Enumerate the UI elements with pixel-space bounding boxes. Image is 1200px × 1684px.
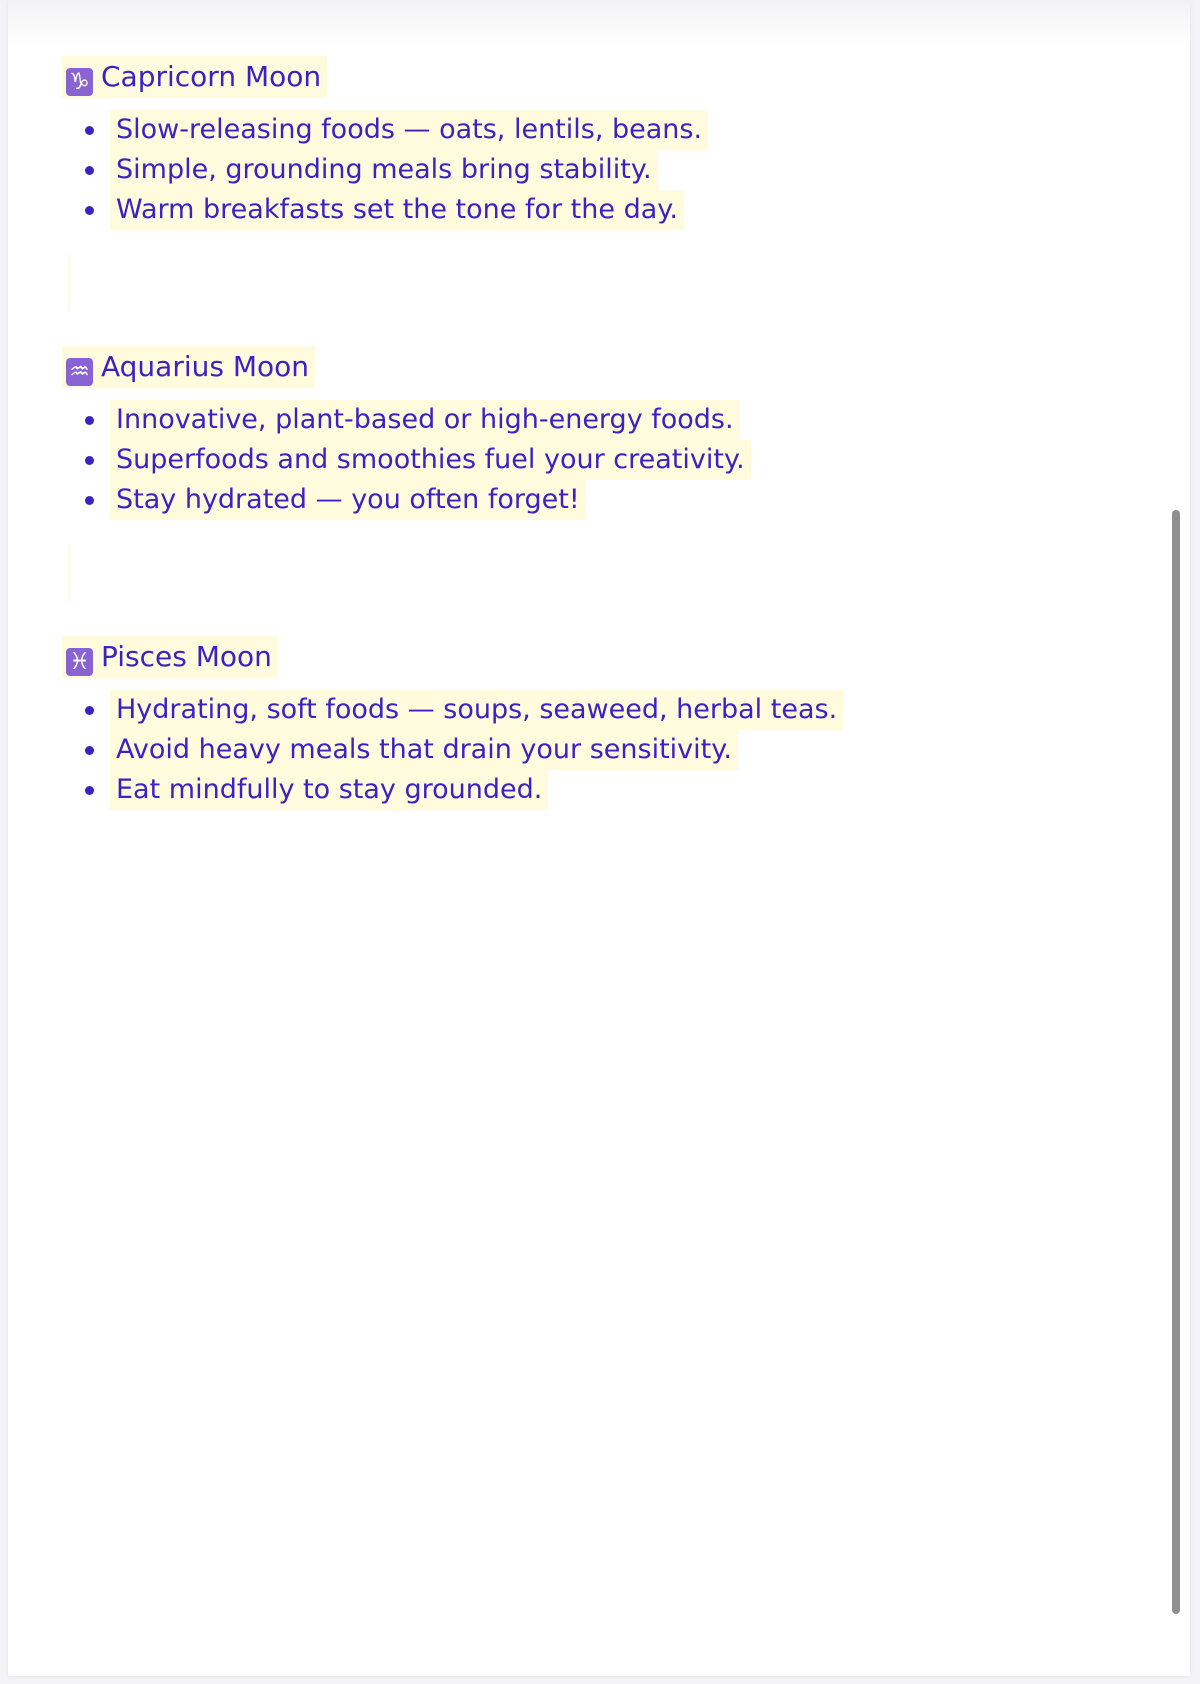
bullet-list xyxy=(62,110,1062,230)
bullet-icon xyxy=(85,706,94,715)
section-aquarius-moon xyxy=(62,346,1062,520)
text-cursor-marker xyxy=(68,254,70,312)
list-item xyxy=(62,770,1062,810)
list-item-text: Hydrating, soft foods — soups, seaweed, herbal teas. xyxy=(110,690,843,730)
capricorn-icon: ♑ xyxy=(66,68,93,96)
bullet-icon xyxy=(85,126,94,135)
bullet-icon xyxy=(85,166,94,175)
empty-paragraph xyxy=(62,230,1062,346)
list-item-text: Warm breakfasts set the tone for the day. xyxy=(110,190,684,230)
list-item xyxy=(62,400,1062,440)
pisces-icon: ♓ xyxy=(66,648,93,676)
list-item-text: Stay hydrated — you often forget! xyxy=(110,480,586,520)
list-item-text: Superfoods and smoothies fuel your creativity. xyxy=(110,440,751,480)
bullet-icon xyxy=(85,456,94,465)
bullet-icon xyxy=(85,786,94,795)
bullet-icon xyxy=(85,746,94,755)
bullet-icon xyxy=(85,416,94,425)
bullet-icon xyxy=(85,206,94,215)
list-item-text: Eat mindfully to stay grounded. xyxy=(110,770,548,810)
section-heading xyxy=(62,346,315,388)
scrollbar-thumb[interactable] xyxy=(1172,510,1180,1614)
text-cursor-marker xyxy=(68,544,70,602)
section-title: Capricorn Moon xyxy=(101,60,322,93)
section-title: Pisces Moon xyxy=(101,640,272,673)
section-title: Aquarius Moon xyxy=(101,350,310,383)
list-item-text: Slow-releasing foods — oats, lentils, beans. xyxy=(110,110,708,150)
bullet-icon xyxy=(85,496,94,505)
bullet-list xyxy=(62,400,1062,520)
list-item xyxy=(62,440,1062,480)
list-item xyxy=(62,190,1062,230)
list-item xyxy=(62,480,1062,520)
list-item-text: Simple, grounding meals bring stability. xyxy=(110,150,658,190)
bullet-list xyxy=(62,690,1062,810)
list-item xyxy=(62,110,1062,150)
document-content xyxy=(62,56,1062,810)
section-heading xyxy=(62,56,327,98)
list-item-text: Innovative, plant-based or high-energy foods. xyxy=(110,400,740,440)
list-item xyxy=(62,690,1062,730)
top-fade xyxy=(8,0,1190,46)
list-item-text: Avoid heavy meals that drain your sensitivity. xyxy=(110,730,738,770)
empty-paragraph xyxy=(62,520,1062,636)
aquarius-icon: ♒ xyxy=(66,358,93,386)
section-pisces-moon xyxy=(62,636,1062,810)
section-capricorn-moon xyxy=(62,56,1062,230)
list-item xyxy=(62,150,1062,190)
document-page xyxy=(8,0,1190,1676)
list-item xyxy=(62,730,1062,770)
section-heading xyxy=(62,636,278,678)
